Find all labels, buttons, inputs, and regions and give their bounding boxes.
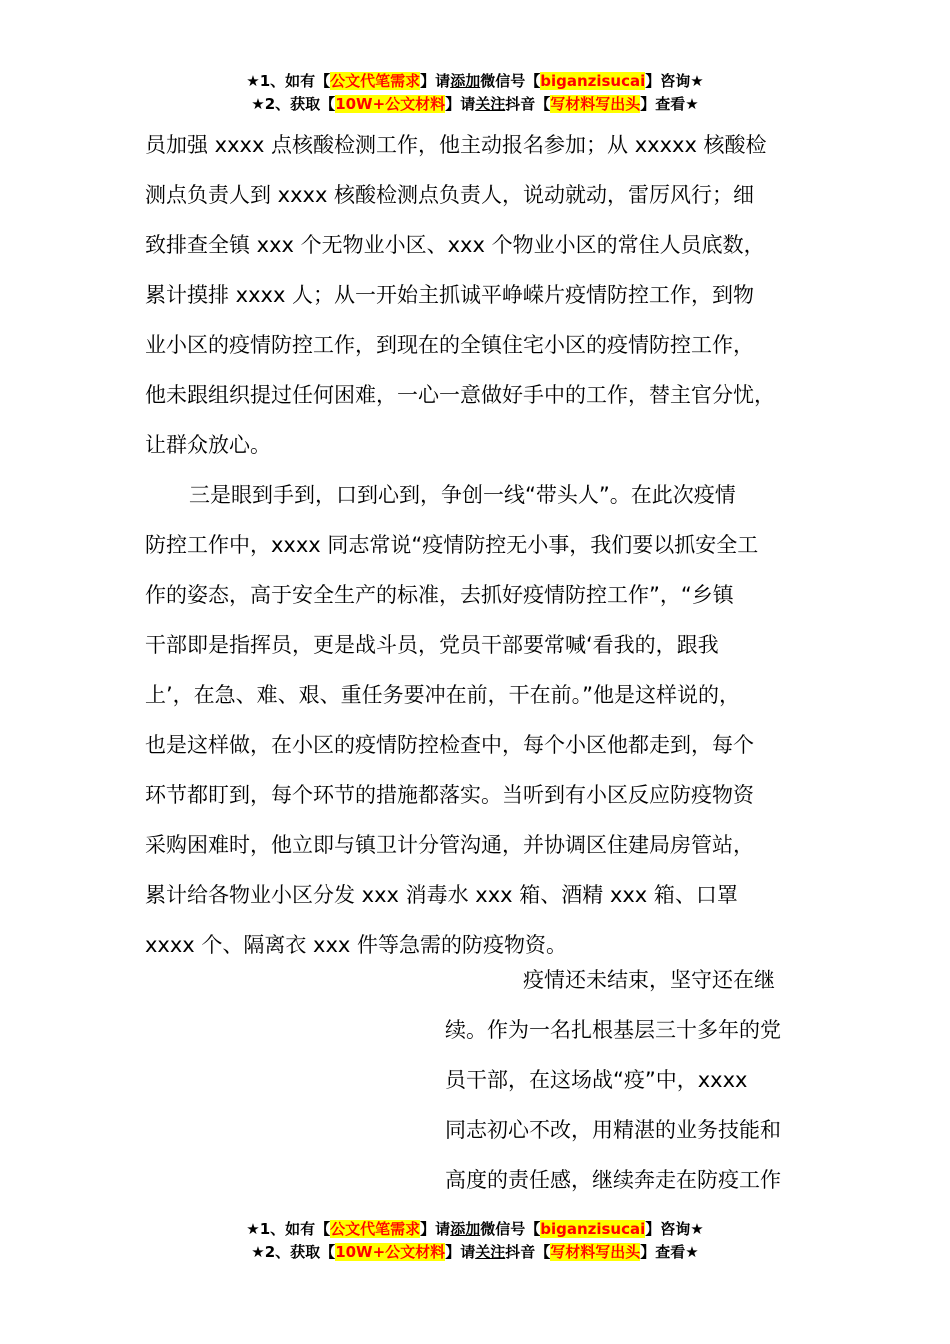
paragraph-1 xyxy=(145,120,845,470)
text-line: 业小区的疫情防控工作，到现在的全镇住宅小区的疫情防控工作， xyxy=(145,333,754,357)
text-line: 干部即是指挥员，更是战斗员，党员干部要常喊‘看我的，跟我 xyxy=(145,633,719,657)
text-line: 员加强 xxxx 点核酸检测工作，他主动报名参加；从 xxxxx 核酸检 xyxy=(145,133,767,157)
text-line: 上’，在急、难、艰、重任务要冲在前，干在前。”他是这样说的， xyxy=(145,683,741,707)
banner-highlight: 公文代笔需求 xyxy=(330,72,421,90)
document-body xyxy=(145,120,845,970)
header-banner xyxy=(0,70,950,116)
paragraph-2 xyxy=(145,470,845,970)
text-line: 累计给各物业小区分发 xxx 消毒水 xxx 箱、酒精 xxx 箱、口罩 xyxy=(145,883,738,907)
text-line: 致排查全镇 xxx 个无物业小区、xxx 个物业小区的常住人员底数， xyxy=(145,233,765,257)
banner-line-1 xyxy=(0,1218,950,1241)
banner-text: ★1、如有【 xyxy=(246,72,331,90)
banner-text: 】咨询★ xyxy=(645,1220,704,1238)
text-line: 同志初心不改，用精湛的业务技能和 xyxy=(445,1118,781,1142)
banner-line-2 xyxy=(0,93,950,116)
banner-highlight: 写材料写出头 xyxy=(550,1243,641,1261)
banner-text: 抖音【 xyxy=(505,95,551,113)
banner-highlight: 10W+公文材料 xyxy=(335,95,446,113)
banner-text: ★1、如有【 xyxy=(246,1220,331,1238)
footer-banner xyxy=(0,1218,950,1264)
text-line: 疫情还未结束，坚守还在继 xyxy=(523,968,775,992)
text-line: 防控工作中，xxxx 同志常说“疫情防控无小事，我们要以抓安全工 xyxy=(145,533,759,557)
text-line: 员干部，在这场战“疫”中，xxxx xyxy=(445,1068,748,1092)
text-line: 三是眼到手到，口到心到，争创一线“带头人”。在此次疫情 xyxy=(189,483,736,507)
banner-highlight: 写材料写出头 xyxy=(550,95,641,113)
banner-underline: 添加 xyxy=(450,1220,481,1238)
text-line: 他未跟组织提过任何困难，一心一意做好手中的工作，替主官分忧， xyxy=(145,383,775,407)
text-line: 环节都盯到，每个环节的措施都落实。当听到有小区反应防疫物资 xyxy=(145,783,754,807)
banner-text: 微信号【 xyxy=(480,1220,541,1238)
banner-text: ★2、获取【 xyxy=(251,1243,336,1261)
text-line: xxxx 个、隔离衣 xxx 件等急需的防疫物资。 xyxy=(145,933,568,957)
banner-underline: 关注 xyxy=(475,95,506,113)
text-line: 采购困难时，他立即与镇卫计分管沟通，并协调区住建局房管站， xyxy=(145,833,754,857)
banner-text: 】请 xyxy=(445,95,476,113)
banner-line-1 xyxy=(0,70,950,93)
banner-highlight: biganzisucai xyxy=(540,1220,646,1238)
text-line: 高度的责任感，继续奔走在防疫工作 xyxy=(445,1168,781,1192)
banner-text: 】请 xyxy=(420,1220,451,1238)
banner-text: 微信号【 xyxy=(480,72,541,90)
banner-text: 抖音【 xyxy=(505,1243,551,1261)
banner-text: 】请 xyxy=(420,72,451,90)
banner-text: 】查看★ xyxy=(640,95,699,113)
text-line: 让群众放心。 xyxy=(145,433,271,457)
banner-text: ★2、获取【 xyxy=(251,95,336,113)
banner-highlight: biganzisucai xyxy=(540,72,646,90)
banner-highlight: 10W+公文材料 xyxy=(335,1243,446,1261)
banner-underline: 关注 xyxy=(475,1243,506,1261)
text-line: 作的姿态，高于安全生产的标准，去抓好疫情防控工作”，“乡镇 xyxy=(145,583,734,607)
banner-text: 】请 xyxy=(445,1243,476,1261)
banner-text: 】咨询★ xyxy=(645,72,704,90)
text-line: 测点负责人到 xxxx 核酸检测点负责人，说动就动，雷厉风行；细 xyxy=(145,183,755,207)
banner-highlight: 公文代笔需求 xyxy=(330,1220,421,1238)
text-line: 也是这样做，在小区的疫情防控检查中，每个小区他都走到，每个 xyxy=(145,733,754,757)
paragraph-3 xyxy=(445,955,815,1205)
banner-text: 】查看★ xyxy=(640,1243,699,1261)
banner-line-2 xyxy=(0,1241,950,1264)
text-line: 续。作为一名扎根基层三十多年的党 xyxy=(445,1018,781,1042)
text-line: 累计摸排 xxxx 人；从一开始主抓诚平峥嵘片疫情防控工作，到物 xyxy=(145,283,755,307)
banner-underline: 添加 xyxy=(450,72,481,90)
